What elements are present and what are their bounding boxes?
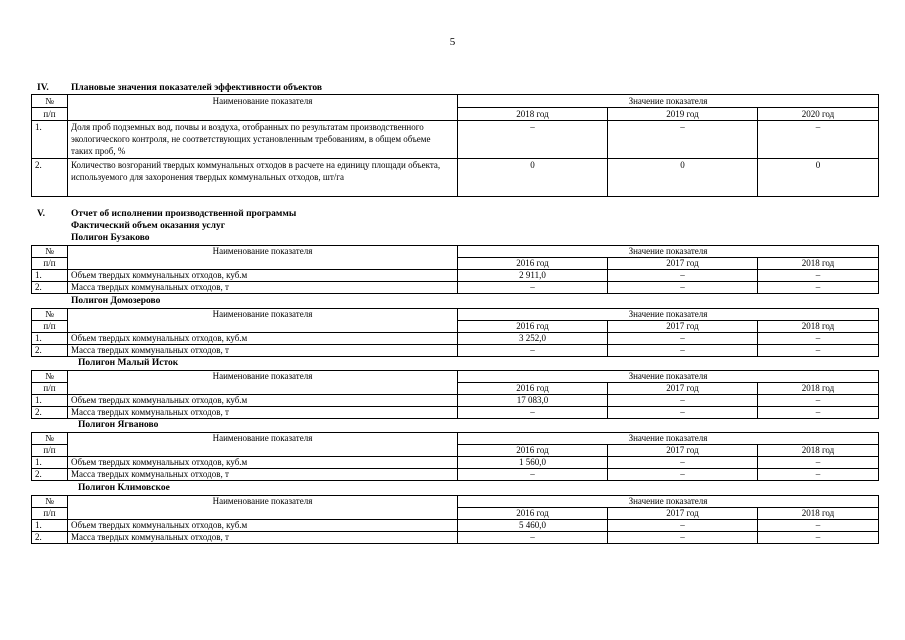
row-value: 3 252,0 (458, 333, 608, 345)
table-polygon-volume (31, 308, 879, 357)
row-number: 1. (32, 520, 68, 532)
row-value: – (608, 345, 758, 357)
row-value: – (608, 532, 758, 544)
table-row (32, 333, 879, 345)
row-indicator: Объем твердых коммунальных отходов, куб.м (68, 520, 458, 532)
header-year: 2016 год (458, 258, 608, 270)
header-year: 2018 год (458, 108, 608, 121)
row-number: 1. (32, 395, 68, 407)
row-number: 2. (32, 282, 68, 294)
row-indicator: Масса твердых коммунальных отходов, т (68, 345, 458, 357)
section-4-number: IV. (37, 83, 49, 93)
row-indicator: Объем твердых коммунальных отходов, куб.м (68, 333, 458, 345)
header-year: 2016 год (458, 383, 608, 395)
header-pp: п/п (32, 258, 68, 270)
row-value: – (608, 407, 758, 419)
row-value: – (758, 345, 879, 357)
row-value: – (758, 395, 879, 407)
table-row (32, 282, 879, 294)
row-value: 5 460,0 (458, 520, 608, 532)
table-row (32, 270, 879, 282)
section-5-heading (37, 209, 296, 220)
row-value: – (608, 469, 758, 481)
header-indicator-name: Наименование показателя (68, 246, 458, 270)
row-number: 1. (32, 270, 68, 282)
row-value: – (608, 282, 758, 294)
row-value: – (608, 457, 758, 469)
table-row (32, 457, 879, 469)
row-value: 2 911,0 (458, 270, 608, 282)
polygon-title: Полигон Климовское (78, 483, 170, 493)
section-4-heading (37, 83, 322, 94)
table-row (32, 159, 879, 197)
header-year: 2018 год (758, 321, 879, 333)
header-year: 2018 год (758, 445, 879, 457)
row-indicator: Количество возгораний твердых коммунальных отходов в расчете на единицу площади объекта, используемого для захоронения твердых коммунальных отходов, шт/га (68, 159, 458, 197)
row-value: – (608, 270, 758, 282)
row-value: 0 (758, 159, 879, 197)
header-indicator-name: Наименование показателя (68, 371, 458, 395)
header-year: 2017 год (608, 445, 758, 457)
table-row (32, 532, 879, 544)
row-number: 2. (32, 469, 68, 481)
table-performance-indicators (31, 94, 879, 197)
row-value: – (608, 520, 758, 532)
header-year: 2017 год (608, 321, 758, 333)
header-year: 2016 год (458, 321, 608, 333)
table-row (32, 407, 879, 419)
row-indicator: Объем твердых коммунальных отходов, куб.м (68, 395, 458, 407)
header-pp: п/п (32, 383, 68, 395)
polygon-title: Полигон Домозерово (71, 296, 161, 306)
header-year: 2017 год (608, 508, 758, 520)
row-value: – (608, 395, 758, 407)
table-row (32, 520, 879, 532)
header-no: № (32, 433, 68, 445)
header-year: 2018 год (758, 383, 879, 395)
row-value: – (458, 469, 608, 481)
section-5-title: Отчет об исполнении производственной программы (71, 209, 297, 219)
header-year: 2018 год (758, 258, 879, 270)
header-pp: п/п (32, 508, 68, 520)
row-number: 2. (32, 345, 68, 357)
header-indicator-name: Наименование показателя (68, 309, 458, 333)
section-5-subtitle: Фактический объем оказания услуг (71, 221, 226, 231)
header-indicator-value: Значение показателя (458, 309, 879, 321)
header-no: № (32, 371, 68, 383)
table-row (32, 395, 879, 407)
table-row (32, 345, 879, 357)
header-year: 2020 год (758, 108, 879, 121)
header-indicator-value: Значение показателя (458, 371, 879, 383)
row-value: – (608, 121, 758, 159)
row-value: – (758, 469, 879, 481)
header-pp: п/п (32, 108, 68, 121)
polygon-title: Полигон Малый Исток (78, 358, 179, 368)
row-number: 2. (32, 532, 68, 544)
header-year: 2017 год (608, 258, 758, 270)
row-indicator: Объем твердых коммунальных отходов, куб.м (68, 270, 458, 282)
table-row (32, 469, 879, 481)
row-value: – (758, 270, 879, 282)
row-value: – (458, 282, 608, 294)
header-pp: п/п (32, 321, 68, 333)
row-value: – (458, 407, 608, 419)
row-indicator: Объем твердых коммунальных отходов, куб.м (68, 457, 458, 469)
table-polygon-volume (31, 370, 879, 419)
header-indicator-value: Значение показателя (458, 496, 879, 508)
row-value: – (758, 532, 879, 544)
row-value: 0 (458, 159, 608, 197)
header-no: № (32, 246, 68, 258)
section-4-title: Плановые значения показателей эффективности объектов (71, 83, 322, 93)
table-polygon-volume (31, 432, 879, 481)
row-value: – (458, 532, 608, 544)
header-indicator-name: Наименование показателя (68, 433, 458, 457)
row-value: 1 560,0 (458, 457, 608, 469)
header-indicator-value: Значение показателя (458, 246, 879, 258)
header-no: № (32, 496, 68, 508)
row-value: – (758, 407, 879, 419)
row-indicator: Масса твердых коммунальных отходов, т (68, 469, 458, 481)
header-indicator-name: Наименование показателя (68, 95, 458, 121)
header-year: 2019 год (608, 108, 758, 121)
row-value: – (458, 345, 608, 357)
row-number: 2. (32, 407, 68, 419)
row-value: – (758, 457, 879, 469)
page-number: 5 (449, 36, 456, 48)
header-year: 2018 год (758, 508, 879, 520)
table-row (32, 121, 879, 159)
row-value: – (458, 121, 608, 159)
header-indicator-value: Значение показателя (458, 433, 879, 445)
row-number: 1. (32, 121, 68, 159)
table-polygon-volume (31, 245, 879, 294)
header-year: 2016 год (458, 508, 608, 520)
row-number: 1. (32, 333, 68, 345)
row-value: – (758, 121, 879, 159)
polygon-title: Полигон Ягваново (78, 420, 159, 430)
header-no: № (32, 309, 68, 321)
row-indicator: Масса твердых коммунальных отходов, т (68, 407, 458, 419)
row-indicator: Масса твердых коммунальных отходов, т (68, 282, 458, 294)
row-indicator: Масса твердых коммунальных отходов, т (68, 532, 458, 544)
row-value: – (758, 333, 879, 345)
row-value: – (758, 282, 879, 294)
row-value: 0 (608, 159, 758, 197)
header-year: 2017 год (608, 383, 758, 395)
row-indicator: Доля проб подземных вод, почвы и воздуха, отобранных по результатам производственного экологического контроля, не соответствующих установленным требованиям, в общем объеме таких проб, % (68, 121, 458, 159)
row-value: – (608, 333, 758, 345)
section-5-number: V. (37, 209, 46, 219)
row-number: 1. (32, 457, 68, 469)
row-value: – (758, 520, 879, 532)
header-year: 2016 год (458, 445, 608, 457)
header-pp: п/п (32, 445, 68, 457)
row-value: 17 083,0 (458, 395, 608, 407)
table-polygon-volume (31, 495, 879, 544)
row-number: 2. (32, 159, 68, 197)
header-no: № (32, 95, 68, 108)
polygon-title: Полигон Бузаково (71, 233, 150, 243)
header-indicator-name: Наименование показателя (68, 496, 458, 520)
header-indicator-value: Значение показателя (458, 95, 879, 108)
